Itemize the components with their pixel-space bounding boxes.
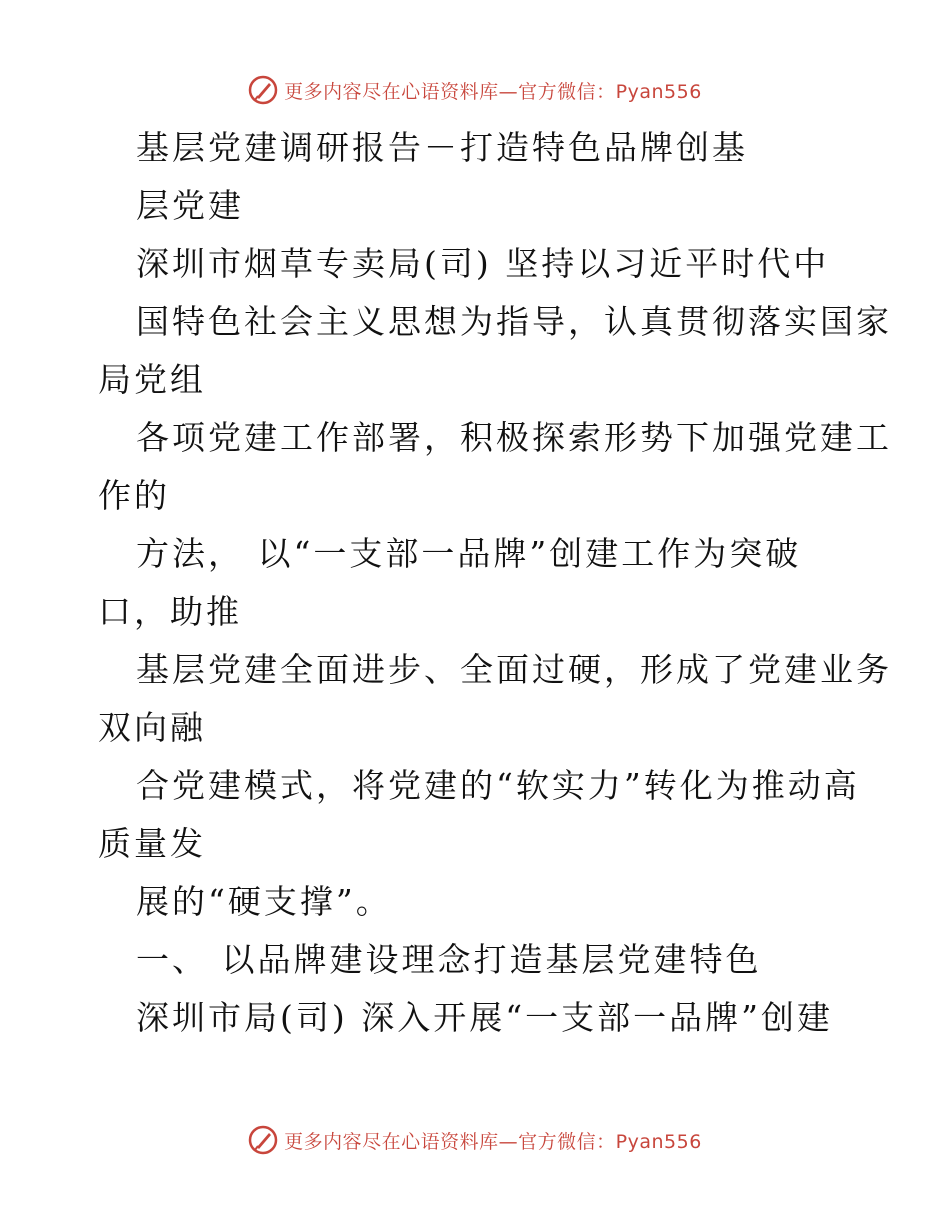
doc-line: 各项党建工作部署，积极探索形势下加强党建工: [136, 418, 892, 457]
watermark-header: [0, 70, 950, 110]
doc-line: 作的: [98, 476, 170, 515]
quill-logo-icon: [248, 1125, 278, 1155]
doc-line: 展的“硬支撑”。: [136, 882, 392, 921]
doc-line: 合党建模式，将党建的“软实力”转化为推动高: [136, 766, 860, 805]
doc-line: 质量发: [98, 824, 206, 863]
quill-logo-icon: [248, 75, 278, 105]
doc-line: 口，助推: [98, 592, 242, 631]
doc-line-title: 基层党建调研报告－打造特色品牌创基: [136, 128, 748, 167]
watermark-footer: [0, 1120, 950, 1160]
doc-line-heading: 一、 以品牌建设理念打造基层党建特色: [136, 940, 762, 979]
doc-line: 深圳市局(司) 深入开展“一支部一品牌”创建: [136, 998, 833, 1037]
watermark-text: 更多内容尽在心语资料库—官方微信：Pyan556: [284, 80, 702, 103]
doc-line: 双向融: [98, 708, 206, 747]
watermark-text: 更多内容尽在心语资料库—官方微信：Pyan556: [284, 1130, 702, 1153]
doc-line: 基层党建全面进步、全面过硬，形成了党建业务: [136, 650, 892, 689]
doc-line: 局党组: [98, 360, 206, 399]
doc-line: 深圳市烟草专卖局(司) 坚持以习近平时代中: [136, 244, 830, 283]
doc-line: 层党建: [136, 186, 244, 225]
doc-line: 方法， 以“一支部一品牌”创建工作为突破: [136, 534, 802, 573]
doc-line: 国特色社会主义思想为指导，认真贯彻落实国家: [136, 302, 892, 341]
